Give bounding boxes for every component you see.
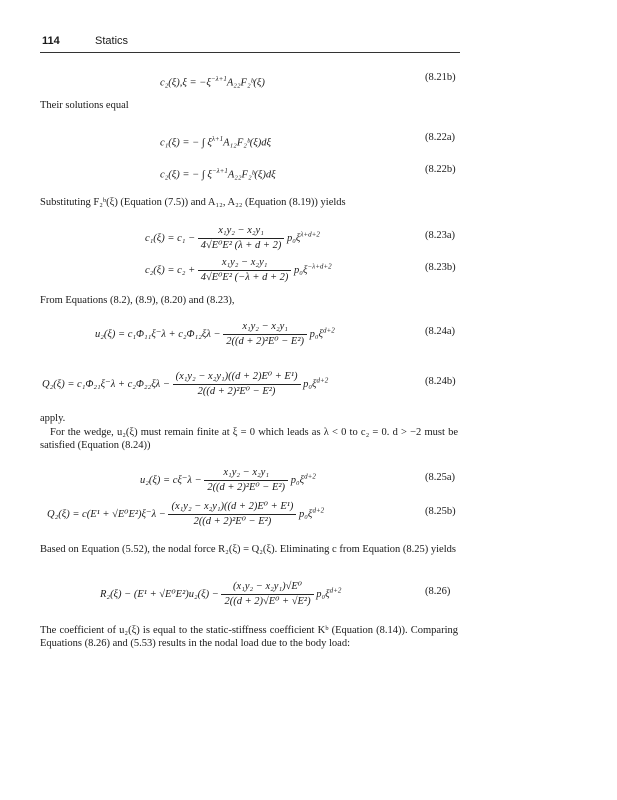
equation-number: (8.26) [425,586,451,597]
equation-number: (8.23b) [425,262,456,273]
paragraph: For the wedge, u₂(ξ) must remain finite at ξ = 0 which leads as λ < 0 to c₂ = 0. d > −2 must be satisfied (Equation (8.24)) [40,427,458,452]
equation-number: (8.25a) [425,472,456,483]
equation-8-22b: c₂(ξ) = − ∫ $\xi^{-\lambda+1}A_{22}F_2ᵇ(\xi)d\xi$ [160,167,276,181]
equation-8-25b: Q₂(ξ) = c(E¹ + √E⁰E²)ξ⁻λ − $\frac{\text{(x₁y₂ − x₂y₁)((d + 2)E⁰ + E¹)}}{\text{2((d + 2)²E⁰ − E²)}}$ $p_0\xi^{d+2}$ [47,501,325,527]
equation-8-24b: Q₂(ξ) = c₁Φ₂₁ξ⁻λ + c₂Φ₂₂ξλ − $\frac{\text{(x₁y₂ − x₂y₁)((d + 2)E⁰ + E¹)}}{\text{2((d + 2)²E⁰ − E²)}}$ $p_0\xi^{d+2}$ [42,371,329,397]
page-number: 114 [42,35,60,47]
paragraph: Substituting F₂ᵇ(ξ) (Equation (7.5)) and A₁₂, A₂₂ (Equation (8.19)) yields [40,197,346,208]
paragraph: apply. [40,413,66,424]
paragraph: From Equations (8.2), (8.9), (8.20) and (8.23), [40,295,235,306]
equation-8-26: R₂(ξ) − (E¹ + √E⁰E²)u₂(ξ) − $\frac{\text{(x₁y₂ − x₂y₁)√E⁰}}{\text{2((d + 2)√E⁰ + √E²)}}$ $p_0\xi^{d+2}$ [100,581,342,607]
equation-number: (8.24a) [425,326,456,337]
header-rule [40,52,460,53]
equation-8-23b: c₂(ξ) = c₂ + $\frac{\text{x₁y₂ − x₂y₁}}{\text{4√E⁰E² (−λ + d + 2)}}$ $p_0\xi^{-\lambda+d+2}$ [145,257,332,283]
equation-number: (8.21b) [425,72,456,83]
running-title: Statics [95,35,129,47]
paragraph: The coefficient of u₂(ξ) is equal to the static-stiffness coefficient Kᵇ (Equation (8.14)). Comparing Equations (8.26) and (5.53) results in the nodal load due to the body load: [40,625,458,650]
equation-number: (8.22b) [425,164,456,175]
equation-8-25a: u₂(ξ) = cξ⁻λ − $\frac{\text{x₁y₂ − x₂y₁}}{\text{2((d + 2)²E⁰ − E²)}}$ $p_0\xi^{d+2}$ [140,467,316,493]
equation-number: (8.23a) [425,230,456,241]
paragraph: Their solutions equal [40,100,129,111]
paragraph: Based on Equation (5.52), the nodal force R₂(ξ) = Q₂(ξ). Eliminating c from Equation (8.25) yields [40,544,456,555]
equation-number: (8.24b) [425,376,456,387]
equation-8-23a: c₁(ξ) = c₁ − $\frac{\text{x₁y₂ − x₂y₁}}{\text{4√E⁰E² (λ + d + 2)}}$ $p_0\xi^{\lambda+d+2}$ [145,225,320,251]
equation-number: (8.25b) [425,506,456,517]
equation-number: (8.22a) [425,132,456,143]
equation-8-22a: c₁(ξ) = − ∫ $\xi^{\lambda+1}A_{12}F_2ᵇ(\xi)d\xi$ [160,135,271,149]
equation-8-21b: $c_2(\xi),\xi = -\xi^{-\lambda+1}A_{22}F_2ᵇ(\xi)$ [160,75,265,89]
equation-8-24a: u₂(ξ) = c₁Φ₁₁ξ⁻λ + c₂Φ₁₂ξλ − $\frac{\text{x₁y₂ − x₂y₁}}{\text{2((d + 2)²E⁰ − E²)}}$ $p_0\xi^{d+2}$ [95,321,335,347]
